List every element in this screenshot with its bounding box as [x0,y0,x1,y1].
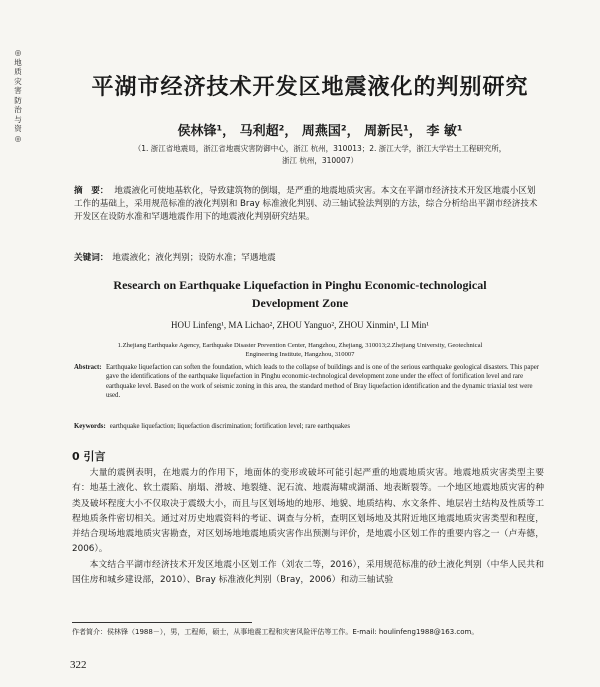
side-glyph: 治 [14,105,22,114]
side-glyph: 灾 [14,76,22,86]
side-glyph: 防 [14,95,22,105]
abstract-cn-text: 地震液化可使地基软化，导致建筑物的倒塌，是严重的地震地质灾害。本文在平湖市经济技术开发区地震小区划工作的基础上，采用规范标准的液化判别和 Bray 标准液化判别、动三轴试验法判别的方法，综合分析给出平湖市经济技术开发区在设防水准和罕遇地震作用下的地震液化判别研究结果。 [74,186,538,222]
journal-side-label [12,48,24,143]
abstract-en [74,363,544,401]
keywords-cn [74,251,544,263]
side-glyph: 质 [14,67,22,76]
body-text [72,466,544,588]
affiliation-cn-line: （1. 浙江省地震局，浙江省地震灾害防御中心，浙江 杭州，310013；2. 浙江大学，浙江大学岩土工程研究所， [133,144,507,153]
paper-title-en [70,276,530,312]
title-en-line: Development Zone [251,296,349,310]
side-glyph: 地 [14,57,22,67]
keywords-cn-text: 地震液化；液化判别；设防水准；罕遇地震 [112,253,276,263]
authors-cn: 侯林锋¹， 马利超²， 周燕国²， 周新民¹， 李 敏¹ [177,124,463,139]
affiliation-cn-line: 浙江 杭州，310007） [281,156,358,165]
keywords-en [74,423,544,430]
body-paragraph: 本文结合平湖市经济技术开发区地震小区划工作（刘农二等，2016），采用规范标准的砂土液化判别（中华人民共和国住房和城乡建设部，2010）、Bray 标准液化判别（Bray，2006）和动三轴试验 [72,559,544,586]
abstract-en-text: Earthquake liquefaction can soften the foundation, which leads to the collapse of buildings and is one of the serious earthquake geological disasters. This paper gave the identifications of the earthquake liquefaction in Pinghu economic-technological development zone under the effect of fortification level and rare earthquake level. Based on the work of seismic zoning in this area, the standard method of Bray liquefaction identification and the dynamic triaxial test were used. [106,364,540,400]
side-glyph: 资 [14,124,22,133]
footnote-divider [72,622,252,623]
affiliation-en-line: Engineering Institute, Hangzhou, 310007 [245,351,355,358]
keywords-en-label: Keywords: [74,423,106,430]
section-heading: 0 引言 [72,450,106,463]
abstract-en-label: Abstract: [74,364,102,371]
body-paragraph: 大量的震例表明，在地震力的作用下，地面体的变形或破坏可能引起严重的地震地质灾害。地震地质灾害类型主要有：地基土液化、软土震陷、崩塌、滑坡、地裂缝、泥石流、地震海啸或湖涌、地表断裂等。一个地区地震地质灾害的种类及破坏程度大小不仅取决于震级大小，而且与区划场地的地形、地貌、地质结构、水文条件、地层岩土结构及性质等工程地质条件密切相关。通过对历史地震资料的考证、调查与分析，查明区划场地及其附近地区地震地质灾害类型和程度，并结合现场地震地质灾害勘查，对区划场地地震地质灾害作出预测与评价，是地震小区划工作的重要内容之一（卢寿德，2006）。 [72,468,544,555]
side-glyph: ◎ [14,133,22,143]
keywords-en-text: earthquake liquefaction; liquefaction discrimination; fortification level; rare earthquakes [109,423,350,430]
affiliation-en-line: 1.Zhejiang Earthquake Agency, Earthquake Disaster Prevention Center, Hangzhou, Zhejiang, 310013;2.Zhejiang University, Geotechnical [117,342,483,349]
keywords-cn-label: 关键词： [74,253,109,263]
affiliation-cn [100,143,540,167]
abstract-cn [74,185,544,224]
title-en-line: Research on Earthquake Liquefaction in Pinghu Economic-technological [113,278,487,292]
side-glyph: ◎ [14,48,22,57]
page-number: 322 [70,659,87,671]
authors-en: HOU Linfeng¹, MA Lichao², ZHOU Yanguo², ZHOU Xinmin¹, LI Min¹ [171,320,429,330]
side-glyph: 与 [14,114,22,124]
paper-title: 平湖市经济技术开发区地震液化的判别研究 [91,75,529,100]
affiliation-en [80,341,520,359]
author-footnote: 作者简介：侯林锋（1988－），男，工程师，硕士，从事地震工程和灾害风险评估等工作。E-mail: houlinfeng1988@163.com。 [72,628,479,636]
abstract-cn-label: 摘 要： [74,186,109,196]
side-glyph: 害 [14,86,22,95]
